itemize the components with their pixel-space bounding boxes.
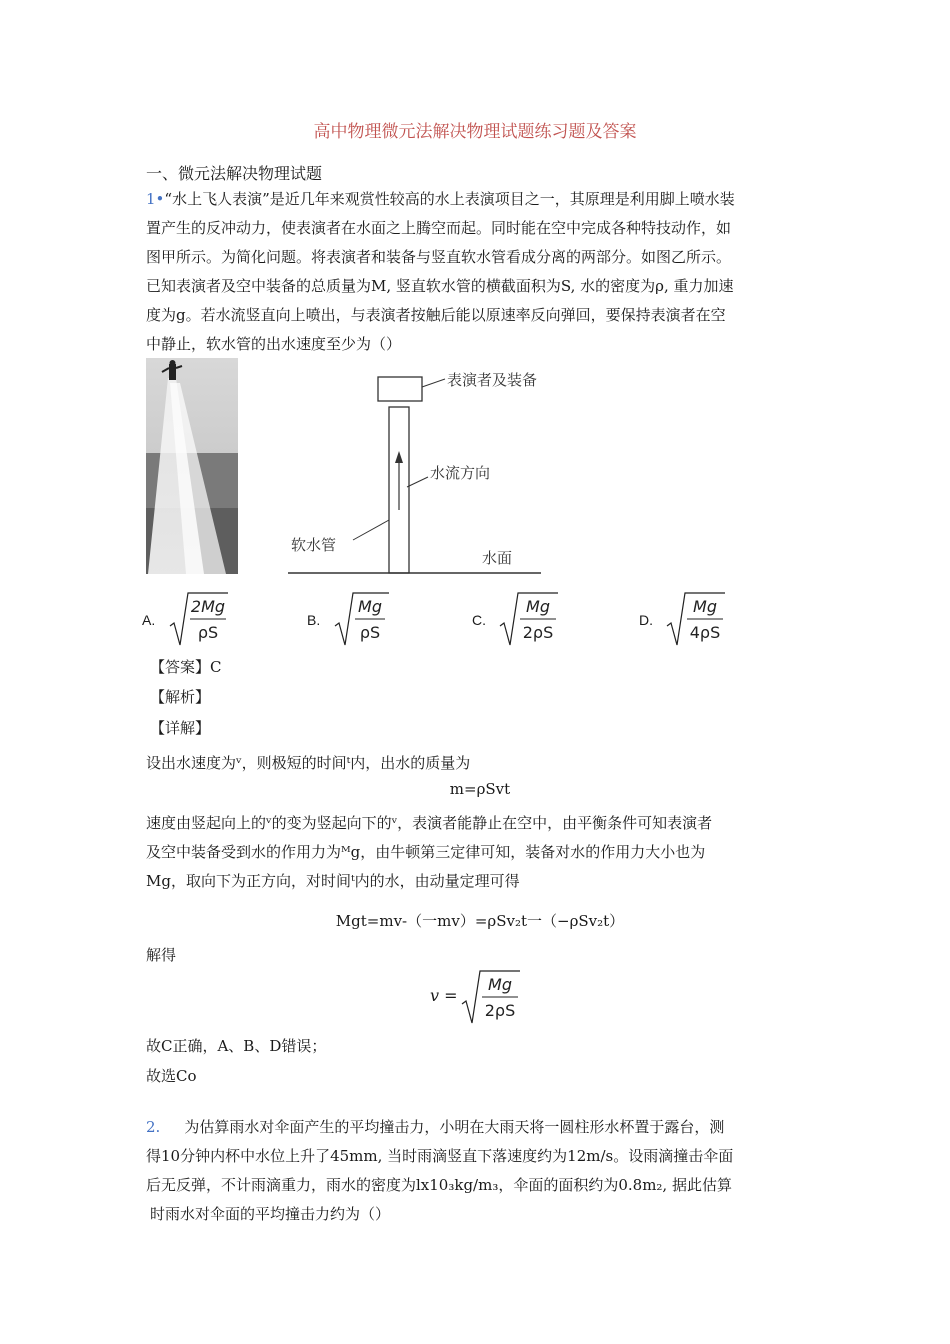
option-numerator: Mg — [693, 597, 717, 616]
sqrt-fraction — [168, 590, 230, 648]
question-1-number: 1• — [146, 190, 165, 208]
label-water: 水面 — [482, 549, 513, 567]
section-heading: 一、微元法解决物理试题 — [146, 164, 323, 183]
options-row — [142, 590, 782, 650]
solution-line: 及空中装备受到水的作用力为ᴹg，由牛顿第三定律可知，装备对水的作用力大小也为 — [146, 843, 706, 861]
stem-line: 置产生的反冲动力，使表演者在水面之上腾空而起。同时能在空中完成各种特技动作，如 — [146, 219, 732, 237]
label-performer: 表演者及装备 — [447, 371, 538, 389]
solution-paragraph — [146, 809, 814, 896]
option-denominator: 4ρS — [689, 623, 721, 642]
option-numerator: Mg — [358, 597, 382, 616]
result-denominator: 2ρS — [484, 1001, 516, 1020]
performer-pointer — [422, 379, 445, 387]
option-letter: C. — [472, 612, 486, 628]
sqrt-fraction — [498, 590, 560, 648]
stem-line: 图甲所示。为简化问题。将表演者和装备与竖直软水管看成分离的两部分。如图乙所示。 — [146, 248, 732, 266]
stem-line: 时雨水对伞面的平均撞击力约为（） — [150, 1205, 391, 1223]
solve-label: 解得 — [146, 946, 177, 964]
sqrt-fraction — [333, 590, 395, 648]
question-2-stem — [146, 1113, 814, 1229]
page-title: 高中物理微元法解决物理试题练习题及答案 — [313, 122, 637, 142]
performer-box — [378, 377, 422, 401]
label-hose: 软水管 — [291, 536, 337, 554]
conclusion-line: 故选Co — [146, 1067, 197, 1085]
answer-label: 【答案】C — [150, 658, 222, 676]
stem-line: 已知表演者及空中装备的总质量为M, 竖直软水管的横截面积为S, 水的密度为ρ, 重力加速 — [146, 277, 734, 295]
option-denominator: ρS — [197, 623, 219, 642]
option-numerator: Mg — [526, 597, 550, 616]
solution-line: 设出水速度为ᵛ，则极短的时间ᵗ内，出水的质量为 — [146, 754, 471, 772]
flow-pointer — [407, 477, 428, 487]
detail-label: 【详解】 — [150, 719, 211, 737]
stem-line: 为估算雨水对伞面产生的平均撞击力，小明在大雨天将一圆柱形水杯置于露台，测 — [184, 1118, 725, 1136]
option-denominator: 2ρS — [522, 623, 554, 642]
stem-line: “水上飞人表演”是近几年来观赏性较高的水上表演项目之一，其原理是利用脚上喷水装 — [164, 190, 735, 208]
option-letter: A. — [142, 612, 156, 628]
solution-line: 速度由竖起向上的ᵛ的变为竖起向下的ᵛ，表演者能静止在空中，由平衡条件可知表演者 — [146, 814, 713, 832]
analysis-label: 【解析】 — [150, 688, 211, 706]
hose-pointer — [353, 520, 389, 540]
conclusion-line: 故C正确，A、B、D错误； — [146, 1037, 327, 1055]
option-numerator: 2Mg — [190, 597, 226, 616]
solution-line: Mg，取向下为正方向，对时间ᵗ内的水，由动量定理可得 — [146, 872, 520, 890]
equation-result — [430, 968, 550, 1026]
sqrt-fraction — [460, 968, 530, 1026]
result-numerator: Mg — [488, 975, 512, 994]
label-flow: 水流方向 — [430, 464, 491, 482]
stem-line: 后无反弹，不计雨滴重力，雨水的密度为lx10₃kg/m₃，伞面的面积约为0.8m₂, 据此估算 — [146, 1176, 732, 1194]
equation-mass: m=ρSvt — [449, 780, 511, 798]
equation-momentum: Mgt=mv-（一mv）=ρSv₂t一（−ρSv₂t） — [335, 912, 625, 930]
question-1-stem — [146, 185, 814, 359]
equation-lhs: v = — [430, 986, 458, 1005]
option-letter: B. — [307, 612, 321, 628]
stem-line: 度为g。若水流竖直向上喷出，与表演者按触后能以原速率反向弹回，要保持表演者在空 — [146, 306, 726, 324]
stem-line: 得10分钟内杯中水位上升了45mm, 当时雨滴竖直下落速度约为12m/s。设雨滴撞击伞面 — [146, 1147, 734, 1165]
flow-arrow-head — [395, 451, 403, 463]
flyboard-photo — [146, 358, 238, 574]
hose-diagram — [285, 365, 565, 577]
stem-line: 中静止，软水管的出水速度至少为（） — [146, 335, 402, 353]
option-letter: D. — [639, 612, 653, 628]
question-2-number: 2. — [146, 1118, 161, 1136]
sqrt-fraction — [665, 590, 727, 648]
option-denominator: ρS — [359, 623, 381, 642]
